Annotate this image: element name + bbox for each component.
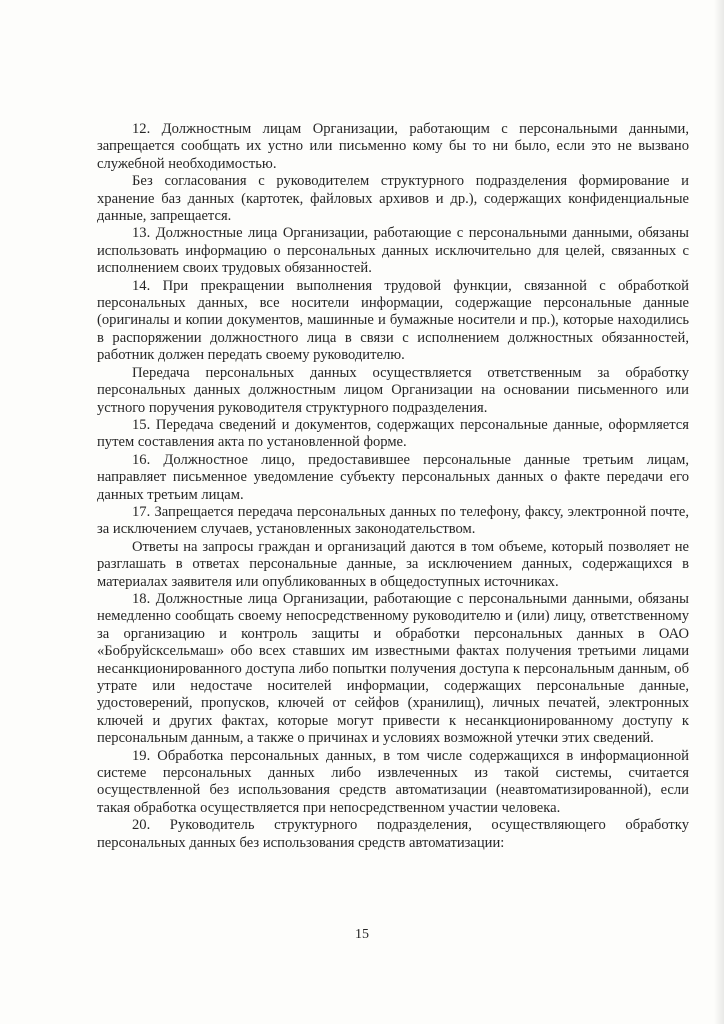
- scan-edge-shadow: [714, 0, 724, 1024]
- paragraph-18: 18. Должностные лица Организации, работающие с персональными данными, обязаны немедленно сообщать своему непосредственному руководителю и (или) лицу, ответственному за организацию и контроль защиты и обработки персональных данных в ОАО «Бобруйсксельмаш» обо всех ставших им известными фактах получения третьими лицами несанкционированного доступа либо попытки получения доступа к персональным данным, об утрате или недостаче носителей информации, содержащих персональные данные, удостоверений, пропусков, ключей от сейфов (хранилищ), личных печатей, электронных ключей и других фактах, которые могут привести к несанкционированному доступу к персональным данным, а также о причинах и условиях возможной утечки этих сведений.: [97, 590, 689, 747]
- page-number: 15: [355, 927, 369, 942]
- paragraph-17-requests: Ответы на запросы граждан и организаций даются в том объеме, который позволяет не разглашать в ответах персональные данные, за исключением данных, содержащихся в материалах заявителя или опубликованных в общедоступных источниках.: [97, 538, 689, 590]
- paragraph-12: 12. Должностным лицам Организации, работающим с персональными данными, запрещается сообщать их устно или письменно кому бы то ни было, если это не вызвано служебной необходимостью.: [97, 121, 689, 172]
- paragraph-17: 17. Запрещается передача персональных данных по телефону, факсу, электронной почте, за исключением случаев, установленных законодательством.: [97, 503, 689, 538]
- document-body: [97, 121, 689, 852]
- paragraph-16: 16. Должностное лицо, предоставившее персональные данные третьим лицам, направляет письменное уведомление субъекту персональных данных о факте передачи его данных третьим лицам.: [97, 451, 689, 503]
- paragraph-19: 19. Обработка персональных данных, в том числе содержащихся в информационной системе персональных данных либо извлеченных из такой системы, считается осуществленной без использования средств автоматизации (неавтоматизированной), если такая обработка осуществляется при непосредственном участии человека.: [97, 747, 689, 816]
- paragraph-14-transfer: Передача персональных данных осуществляется ответственным за обработку персональных данных должностным лицом Организации на основании письменного или устного поручения руководителя структурного подразделения.: [97, 364, 689, 416]
- paragraph-15: 15. Передача сведений и документов, содержащих персональные данные, оформляется путем составления акта по установленной форме.: [97, 416, 689, 451]
- paragraph-12-approval: Без согласования с руководителем структурного подразделения формирование и хранение баз данных (картотек, файловых архивов и др.), содержащих конфиденциальные данные, запрещается.: [97, 173, 689, 225]
- paragraph-13: 13. Должностные лица Организации, работающие с персональными данными, обязаны использовать информацию о персональных данных исключительно для целей, связанных с исполнением своих трудовых обязанностей.: [97, 225, 689, 277]
- paragraph-20: 20. Руководитель структурного подразделения, осуществляющего обработку персональных данных без использования средств автоматизации:: [97, 817, 689, 851]
- paragraph-14: 14. При прекращении выполнения трудовой функции, связанной с обработкой персональных данных, все носители информации, содержащие персональные данные (оригиналы и копии документов, машинные и бумажные носители и пр.), которые находились в распоряжении должностного лица в связи с исполнением должностных обязанностей, работник должен передать своему руководителю.: [97, 277, 689, 364]
